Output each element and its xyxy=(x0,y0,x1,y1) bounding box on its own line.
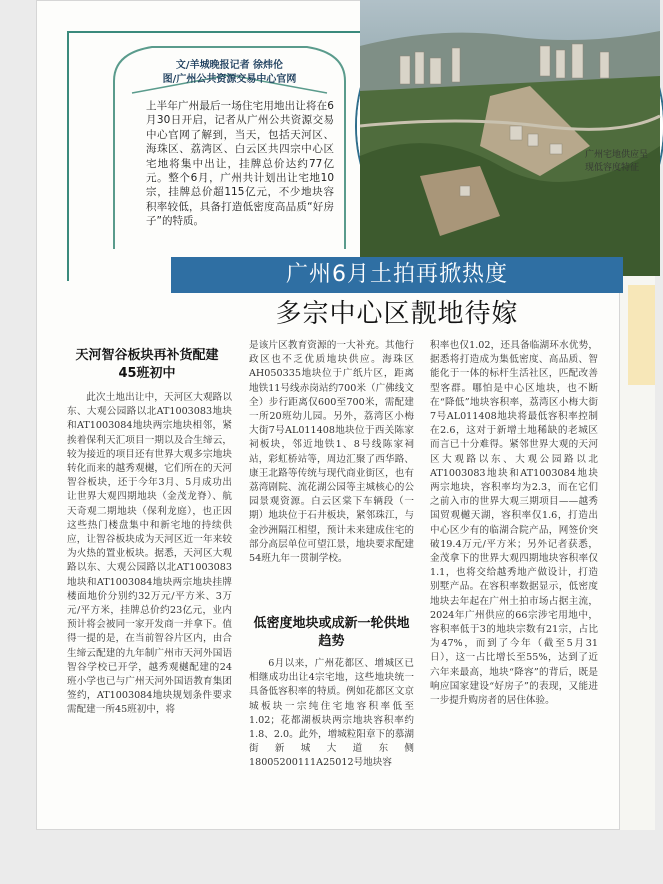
photo-caption: 广州宅地供应呈现低容度特征 xyxy=(585,150,649,173)
left-rule xyxy=(67,31,69,281)
reporter-line-2: 图/广州公共资源交易中心官网 xyxy=(162,74,297,85)
aerial-city-photo xyxy=(360,0,660,276)
aerial-photo xyxy=(357,0,663,279)
newspaper-page xyxy=(36,0,649,830)
column-2-text-top: 是该片区教育资源的一大补充。其他行政区也不乏优质地块供应。海珠区AH050335地块位于广纸片区，距离地铁11号线赤岗站约700米（广佛线文全）步行距离仅600至700米，需配建一所20班幼儿园。另外，荔湾区小梅大街7号AL011408地块位于西关陈家祠板块，邻近地铁1、8号线陈家祠站，彩虹桥站等，周边汇聚了西华路、康王北路等传统与现代商业街区，也有荔湾剧院、流花湖公园等主城核心的公园景观资源。白云区棠下车辆段（一期）地块位于石井板块，紧邻珠江，与金沙洲隔江相望，预计未来建成住宅的部分高层单位可望江景，地块要求配建54班九年一贯制学校。 xyxy=(249,340,414,565)
column-2-text-bottom: 6月以来，广州花都区、增城区已相继成功出让4宗宅地，这些地块统一具备低容积率的特质。例如花都区文京城板块一宗纯住宅地容积率低至1.02；花都湖板块两宗地块容积率约1.8、2.0。此外，增城粒阳章下的慕湖街新城大道东侧18005200111A25012号地块容 xyxy=(249,658,414,769)
column-3-text: 积率也仅1.02，还具备临湖环水优势，据悉将打造成为集低密度、高品质、智能化于一体的标杆生活社区，匹配改善型客群。哪怕是中心区地块，也不断在“降低”地块容积率，荔湾区小梅大街7号AL011408地块将最低容积率控制在2.6，这对于新增土地稀缺的老城区而言已十分难得。紧邻世界大观的天河区大观路以东、大观公园路以北AT1003083地块和AT1003084地块两宗地块，容积率均为2.3，而在它们之前入市的世界大观三期项目——越秀国贸观樾天湖，容积率仅1.6，打造出中心区少有的临湖合院产品，网签价突破19.4万元/平方米；另外记者获悉，金茂拿下的世界大观四期地块容积率仅1.1，也将交给越秀地产做设计，打造别墅产品。在容积率数据显示，低密度地块去年起在广州土拍市场占据主流，2024年广州供应的66宗涉宅用地中，容积率低于3的地块宗数有21宗，占比为47%，而到了今年（截至5月31日），这一占比增长至55%，达到了近六年来最高，地块“降容”的背后，既是响应国家建设“好房子”的表现，又能进一步提升购房者的居住体验。 xyxy=(430,340,598,707)
reporter-line-1: 文/羊城晚报记者 徐炜伦 xyxy=(175,60,284,71)
reporter-credit xyxy=(112,59,347,87)
house-shaped-lead-box xyxy=(112,41,347,251)
headline-subtitle: 多宗中心区靓地待嫁 xyxy=(275,299,519,329)
section-heading-2: 低密度地块或成新一轮供地趋势 xyxy=(253,616,410,649)
headline-banner: 广州6月土拍再掀热度 xyxy=(171,257,623,293)
lead-paragraph: 上半年广州最后一场住宅用地出让将在6月30日开启，记者从广州公共资源交易中心官网了解到，当天，包括天河区、海珠区、荔湾区、白云区共四宗中心区宅地将集中出让，挂牌总价达约77亿元。整个6月，广州共计划出让宅地10宗，挂牌总价超115亿元，不少地块容积率较低，具备打造低密度高品质“好房子”的特质。 xyxy=(146,100,334,228)
adjacent-highlight-block xyxy=(628,285,655,385)
section-heading-1: 天河智谷板块再补货配建45班初中 xyxy=(75,348,219,381)
column-1-text: 此次土地出让中，天河区大观路以东、大观公园路以北AT1003083地块和AT1003084地块两宗地块相邻，紧挨着保利天汇项目一期以及合生缔云，较为接近的项目还有世界大观多宗地块转化而来的越秀观樾，它们所在的天河智谷板块，还于今年3月、5月成功出让世界大观四期地块（金茂龙脊）、航天奇观二期地块（保利龙庭），也正因这些热门楼盘集中和新宅地的持续供应，让智谷板块成为天河区近一年来较为火热的置业板块。据悉，天河区大观路以东、大观公园路以北AT1003083地块和AT1003084地块两宗地块挂牌楼面地价分别约32万元/平方米、3万元/平方米，挂牌总价约23亿元，业内预计将会被同一家开发商一并拿下。值得一提的是，在当前智谷片区内，由合生缔云配建的九年制广州市天河外国语智谷学校已开学，越秀观樾配建的24班小学也已与广州天河外国语教育集团签约，AT1003084地块规划条件要求需配建一所45班初中，将 xyxy=(67,392,232,716)
